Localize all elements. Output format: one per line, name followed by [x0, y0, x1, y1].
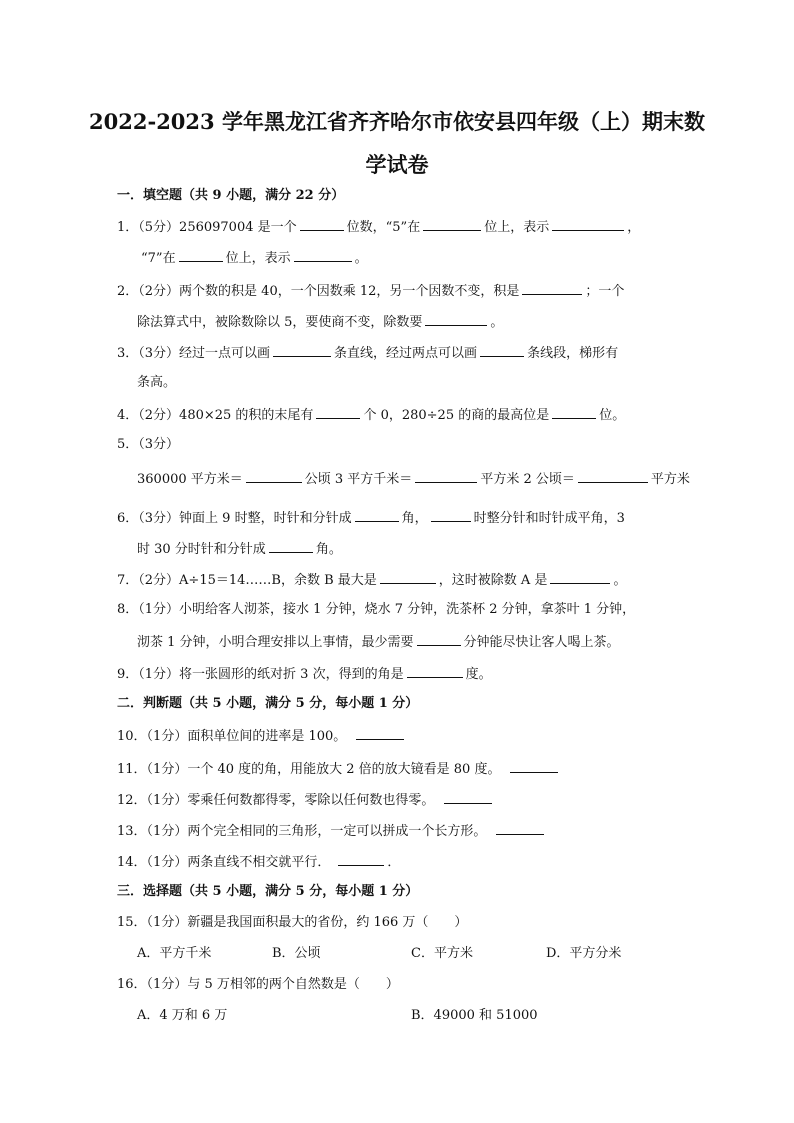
question-3: 3．（3分）经过一点可以画 条直线，经过两点可以画 条线段，梯形有: [117, 343, 618, 363]
option-a[interactable]: A．4 万和 6 万: [137, 1008, 228, 1023]
answer-blank[interactable]: [273, 343, 331, 357]
answer-blank[interactable]: [338, 852, 384, 866]
question-16: 16．（1分）与 5 万相邻的两个自然数是（ ）: [117, 977, 399, 992]
answer-blank[interactable]: [355, 508, 399, 522]
question-5: 5．（3分）: [117, 437, 180, 452]
answer-blank[interactable]: [496, 821, 544, 835]
answer-blank[interactable]: [480, 343, 524, 357]
question-6: 6．（3分）钟面上 9 时整，时针和分针成 角， 时整分针和时针成平角，3: [117, 508, 625, 528]
question-1: 1．（5分）256097004 是一个 位数，“5”在 位上，表示 ，: [117, 217, 640, 237]
question-12: 12．（1分）零乘任何数都得零，零除以任何数也得零。: [117, 790, 495, 810]
question-9: 9．（1分）将一张圆形的纸对折 3 次，得到的角是 度。: [117, 664, 492, 684]
answer-blank[interactable]: [522, 281, 582, 295]
answer-blank[interactable]: [316, 405, 360, 419]
answer-blank[interactable]: [431, 508, 471, 522]
answer-blank[interactable]: [444, 790, 492, 804]
answer-blank[interactable]: [380, 570, 436, 584]
answer-blank[interactable]: [578, 469, 648, 483]
answer-blank[interactable]: [552, 405, 596, 419]
answer-blank[interactable]: [510, 759, 558, 773]
page-title: 2022-2023 学年黑龙江省齐齐哈尔市依安县四年级（上）期末数: [89, 109, 705, 134]
option-d[interactable]: D．平方分米: [546, 946, 622, 961]
option-c[interactable]: C．平方米: [411, 946, 473, 961]
answer-blank[interactable]: [425, 312, 487, 326]
answer-blank[interactable]: [300, 217, 344, 231]
question-1-continued: “7”在 位上，表示 。: [141, 248, 368, 268]
page-title-continued: 学试卷: [365, 152, 429, 177]
question-2-continued: 除法算式中，被除数除以 5，要使商不变，除数要 。: [137, 312, 503, 332]
option-b[interactable]: B．公顷: [272, 946, 321, 961]
answer-blank[interactable]: [552, 217, 624, 231]
answer-blank[interactable]: [179, 248, 223, 262]
section-heading-true-false: 二．判断题（共 5 小题，满分 5 分，每小题 1 分）: [117, 696, 419, 711]
answer-blank[interactable]: [246, 469, 302, 483]
question-6-continued: 时 30 分时针和分针成 角。: [137, 539, 342, 559]
question-4: 4．（2分）480×25 的积的末尾有 个 0，280÷25 的商的最高位是 位。: [117, 405, 625, 425]
question-15: 15．（1分）新疆是我国面积最大的省份，约 166 万（ ）: [117, 915, 468, 930]
question-13: 13．（1分）两个完全相同的三角形，一定可以拼成一个长方形。: [117, 821, 547, 841]
option-b[interactable]: B．49000 和 51000: [411, 1008, 538, 1023]
question-2: 2．（2分）两个数的积是 40，一个因数乘 12，另一个因数不变，积是 ；一个: [117, 281, 624, 301]
answer-blank[interactable]: [407, 664, 463, 678]
question-11: 11．（1分）一个 40 度的角，用能放大 2 倍的放大镜看是 80 度。: [117, 759, 561, 779]
answer-blank[interactable]: [423, 217, 481, 231]
question-8: 8．（1分）小明给客人沏茶，接水 1 分钟，烧水 7 分钟，洗茶杯 2 分钟，拿茶叶 1 分钟，: [117, 602, 636, 617]
answer-blank[interactable]: [415, 469, 477, 483]
answer-blank[interactable]: [294, 248, 352, 262]
question-10: 10．（1分）面积单位间的进率是 100。: [117, 726, 407, 746]
question-5-continued: 360000 平方米＝ 公顷 3 平方千米＝ 平方米 2 公顷＝ 平方米: [137, 469, 690, 489]
question-3-continued: 条高。: [137, 375, 177, 390]
section-heading-fill-in: 一．填空题（共 9 小题，满分 22 分）: [117, 188, 345, 203]
answer-blank[interactable]: [417, 632, 461, 646]
question-7: 7．（2分）A÷15＝14……B，余数 B 最大是 ，这时被除数 A 是 。: [117, 570, 626, 590]
answer-blank[interactable]: [269, 539, 313, 553]
section-heading-multiple-choice: 三．选择题（共 5 小题，满分 5 分，每小题 1 分）: [117, 884, 419, 899]
option-a[interactable]: A．平方千米: [137, 946, 212, 961]
question-8-continued: 沏茶 1 分钟，小明合理安排以上事情，最少需要 分钟能尽快让客人喝上茶。: [137, 632, 620, 652]
answer-blank[interactable]: [550, 570, 610, 584]
question-14: 14．（1分）两条直线不相交就平行． ．: [117, 852, 400, 872]
answer-blank[interactable]: [356, 726, 404, 740]
